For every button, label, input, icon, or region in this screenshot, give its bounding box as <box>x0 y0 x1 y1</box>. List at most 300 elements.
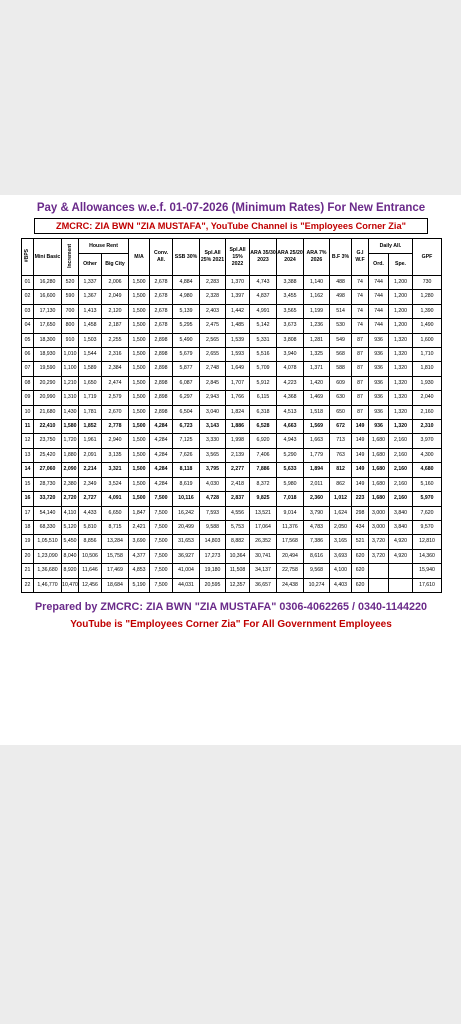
value-cell: 5,810 <box>79 520 102 534</box>
value-cell: 2,310 <box>413 420 442 434</box>
value-cell: 7,386 <box>304 535 330 549</box>
value-cell: 2,006 <box>102 276 129 290</box>
value-cell: 1,320 <box>389 348 413 362</box>
value-cell: 1,500 <box>129 319 150 333</box>
value-cell: 2,160 <box>389 492 413 506</box>
value-cell: 4,991 <box>250 304 277 318</box>
value-cell: 2,837 <box>226 492 250 506</box>
value-cell: 22,410 <box>34 420 62 434</box>
value-cell: 25,420 <box>34 448 62 462</box>
value-cell: 2,049 <box>102 290 129 304</box>
value-cell: 149 <box>352 434 369 448</box>
value-cell: 74 <box>352 304 369 318</box>
value-cell: 10,470 <box>62 578 79 592</box>
value-cell: 2,421 <box>129 520 150 534</box>
value-cell: 2,670 <box>102 405 129 419</box>
value-cell: 298 <box>352 506 369 520</box>
value-cell: 74 <box>352 290 369 304</box>
value-cell: 2,898 <box>150 333 173 347</box>
value-cell: 713 <box>330 434 352 448</box>
value-cell: 19,180 <box>200 564 226 578</box>
value-cell: 11,646 <box>79 564 102 578</box>
value-cell: 74 <box>352 319 369 333</box>
value-cell: 4,884 <box>173 276 200 290</box>
value-cell: 3,795 <box>200 463 226 477</box>
value-cell: 1,310 <box>62 391 79 405</box>
value-cell: 1,200 <box>389 276 413 290</box>
value-cell: 12,456 <box>79 578 102 592</box>
value-cell: 763 <box>330 448 352 462</box>
value-cell: 2,139 <box>226 448 250 462</box>
value-cell: 1,320 <box>389 420 413 434</box>
table-row <box>22 463 442 477</box>
value-cell: 87 <box>352 333 369 347</box>
value-cell: 87 <box>352 348 369 362</box>
value-cell: 3,000 <box>369 506 389 520</box>
value-cell: 223 <box>352 492 369 506</box>
header-other: Other <box>79 254 102 276</box>
value-cell: 1,880 <box>62 448 79 462</box>
value-cell: 6,318 <box>250 405 277 419</box>
value-cell: 5,970 <box>413 492 442 506</box>
value-cell: 936 <box>369 333 389 347</box>
value-cell: 3,388 <box>277 276 304 290</box>
value-cell: 1,320 <box>389 362 413 376</box>
value-cell: 2,579 <box>102 391 129 405</box>
value-cell: 149 <box>352 477 369 491</box>
value-cell: 2,655 <box>200 348 226 362</box>
value-cell: 3,840 <box>389 520 413 534</box>
value-cell: 18,300 <box>34 333 62 347</box>
value-cell: 87 <box>352 405 369 419</box>
value-cell: 1,589 <box>79 362 102 376</box>
value-cell: 1,680 <box>369 434 389 448</box>
top-gray-margin <box>0 0 461 195</box>
pay-table <box>21 238 442 593</box>
value-cell: 5,160 <box>413 477 442 491</box>
value-cell: 744 <box>369 319 389 333</box>
value-cell: 1,852 <box>79 420 102 434</box>
value-cell: 2,360 <box>304 492 330 506</box>
value-cell: 672 <box>330 420 352 434</box>
value-cell: 87 <box>352 391 369 405</box>
header-ma: M/A <box>129 239 150 276</box>
value-cell: 26,352 <box>250 535 277 549</box>
value-cell: 149 <box>352 448 369 462</box>
value-cell: 7,500 <box>150 520 173 534</box>
value-cell: 31,653 <box>173 535 200 549</box>
pay-sheet <box>21 198 441 632</box>
value-cell: 4,513 <box>277 405 304 419</box>
value-cell: 1,199 <box>304 304 330 318</box>
value-cell: 7,125 <box>173 434 200 448</box>
header-conv: Conv. All. <box>150 239 173 276</box>
value-cell: 1,485 <box>226 319 250 333</box>
value-cell: 2,898 <box>150 391 173 405</box>
table-row <box>22 477 442 491</box>
value-cell: 434 <box>352 520 369 534</box>
value-cell: 2,120 <box>102 304 129 318</box>
table-row <box>22 362 442 376</box>
bps-cell: 12 <box>22 434 34 448</box>
value-cell: 8,619 <box>173 477 200 491</box>
table-header <box>22 239 442 276</box>
bps-cell: 15 <box>22 477 34 491</box>
value-cell: 1,886 <box>226 420 250 434</box>
value-cell: 2,160 <box>413 405 442 419</box>
value-cell: 8,715 <box>102 520 129 534</box>
value-cell: 44,031 <box>173 578 200 592</box>
value-cell: 4,680 <box>413 463 442 477</box>
value-cell: 5,877 <box>173 362 200 376</box>
value-cell: 7,500 <box>150 492 173 506</box>
value-cell: 1,503 <box>79 333 102 347</box>
table-row <box>22 319 442 333</box>
table-row <box>22 564 442 578</box>
value-cell: 1,413 <box>79 304 102 318</box>
value-cell: 609 <box>330 376 352 390</box>
value-cell: 2,898 <box>150 348 173 362</box>
value-cell: 1,500 <box>129 448 150 462</box>
channel-banner: ZMCRC: ZIA BWN "ZIA MUSTAFA", YouTube Channel is "Employees Corner Zia" <box>34 218 428 234</box>
value-cell: 24,438 <box>277 578 304 592</box>
bps-cell: 20 <box>22 549 34 563</box>
value-cell: 6,650 <box>102 506 129 520</box>
value-cell: 8,856 <box>79 535 102 549</box>
value-cell: 4,300 <box>413 448 442 462</box>
value-cell: 530 <box>330 319 352 333</box>
value-cell: 1,707 <box>226 376 250 390</box>
value-cell: 1,961 <box>79 434 102 448</box>
value-cell: 9,570 <box>413 520 442 534</box>
value-cell: 5,490 <box>173 333 200 347</box>
value-cell: 5,450 <box>62 535 79 549</box>
value-cell: 3,565 <box>277 304 304 318</box>
value-cell: 17,273 <box>200 549 226 563</box>
header-gi: G.I W.F <box>352 239 369 276</box>
value-cell: 1,720 <box>62 434 79 448</box>
value-cell: 4,284 <box>150 448 173 462</box>
value-cell: 4,368 <box>277 391 304 405</box>
table-row <box>22 506 442 520</box>
value-cell: 3,720 <box>369 549 389 563</box>
value-cell: 1,320 <box>389 405 413 419</box>
value-cell: 1,36,680 <box>34 564 62 578</box>
value-cell: 2,943 <box>200 391 226 405</box>
value-cell: 28,730 <box>34 477 62 491</box>
value-cell: 36,927 <box>173 549 200 563</box>
value-cell: 2,160 <box>389 448 413 462</box>
value-cell: 744 <box>369 304 389 318</box>
value-cell: 2,050 <box>330 520 352 534</box>
value-cell: 520 <box>62 276 79 290</box>
value-cell: 936 <box>369 391 389 405</box>
value-cell: 9,825 <box>250 492 277 506</box>
value-cell: 2,845 <box>200 376 226 390</box>
value-cell: 1,680 <box>369 448 389 462</box>
value-cell: 1,680 <box>369 477 389 491</box>
value-cell: 700 <box>62 304 79 318</box>
value-cell: 5,120 <box>62 520 79 534</box>
value-cell: 2,678 <box>150 319 173 333</box>
value-cell: 4,980 <box>173 290 200 304</box>
value-cell: 3,940 <box>277 348 304 362</box>
value-cell: 14,803 <box>200 535 226 549</box>
value-cell: 1,420 <box>304 376 330 390</box>
value-cell: 2,727 <box>79 492 102 506</box>
value-cell: 1,200 <box>389 319 413 333</box>
value-cell: 11,508 <box>226 564 250 578</box>
table-row <box>22 276 442 290</box>
value-cell: 1,140 <box>304 276 330 290</box>
value-cell: 1,500 <box>129 477 150 491</box>
value-cell: 2,898 <box>150 405 173 419</box>
value-cell: 5,139 <box>173 304 200 318</box>
bps-cell: 14 <box>22 463 34 477</box>
value-cell: 1,46,770 <box>34 578 62 592</box>
value-cell: 1,710 <box>413 348 442 362</box>
table-row <box>22 304 442 318</box>
value-cell: 8,882 <box>226 535 250 549</box>
value-cell: 2,160 <box>389 463 413 477</box>
value-cell: 1,469 <box>304 391 330 405</box>
value-cell: 3,693 <box>330 549 352 563</box>
value-cell: 8,920 <box>62 564 79 578</box>
prepared-by: Prepared by ZMCRC: ZIA BWN "ZIA MUSTAFA" 0306-4062265 / 0340-1144220 <box>34 600 428 613</box>
value-cell: 149 <box>352 463 369 477</box>
bps-cell: 02 <box>22 290 34 304</box>
value-cell: 1,458 <box>79 319 102 333</box>
value-cell: 5,679 <box>173 348 200 362</box>
value-cell: 936 <box>369 420 389 434</box>
value-cell: 1,320 <box>389 376 413 390</box>
value-cell: 910 <box>62 333 79 347</box>
value-cell: 2,384 <box>102 362 129 376</box>
value-cell: 4,284 <box>150 477 173 491</box>
value-cell: 2,160 <box>389 477 413 491</box>
value-cell: 4,284 <box>150 434 173 448</box>
bps-cell: 09 <box>22 391 34 405</box>
value-cell: 74 <box>352 276 369 290</box>
value-cell: 1,680 <box>369 492 389 506</box>
header-bps: #BPS <box>24 248 30 263</box>
value-cell: 2,720 <box>62 492 79 506</box>
value-cell: 36,657 <box>250 578 277 592</box>
value-cell: 862 <box>330 477 352 491</box>
value-cell: 16,242 <box>173 506 200 520</box>
value-cell: 2,380 <box>62 477 79 491</box>
value-cell: 620 <box>352 578 369 592</box>
value-cell: 7,626 <box>173 448 200 462</box>
table-row <box>22 492 442 506</box>
value-cell: 2,091 <box>79 448 102 462</box>
bottom-gray-margin <box>0 745 461 1024</box>
value-cell: 68,330 <box>34 520 62 534</box>
value-cell: 4,403 <box>330 578 352 592</box>
value-cell: 3,524 <box>102 477 129 491</box>
value-cell: 17,130 <box>34 304 62 318</box>
value-cell: 3,970 <box>413 434 442 448</box>
header-spl-2022: Spl.All 15% 2022 <box>226 239 250 276</box>
value-cell: 936 <box>369 362 389 376</box>
value-cell: 1,766 <box>226 391 250 405</box>
value-cell: 1,280 <box>413 290 442 304</box>
value-cell: 10,116 <box>173 492 200 506</box>
header-ara-2024: ARA 25/20 2024 <box>277 239 304 276</box>
table-row <box>22 420 442 434</box>
value-cell: 1,500 <box>129 348 150 362</box>
value-cell: 6,723 <box>173 420 200 434</box>
value-cell: 12,810 <box>413 535 442 549</box>
value-cell: 1,05,510 <box>34 535 62 549</box>
value-cell: 11,376 <box>277 520 304 534</box>
header-ord: Ord. <box>369 254 389 276</box>
value-cell: 1,500 <box>129 420 150 434</box>
value-cell: 1,518 <box>304 405 330 419</box>
table-row <box>22 448 442 462</box>
value-cell: 1,500 <box>129 376 150 390</box>
value-cell: 4,223 <box>277 376 304 390</box>
value-cell: 1,624 <box>330 506 352 520</box>
value-cell: 3,720 <box>369 535 389 549</box>
value-cell: 10,506 <box>79 549 102 563</box>
value-cell: 2,898 <box>150 376 173 390</box>
value-cell: 5,331 <box>250 333 277 347</box>
value-cell: 21,680 <box>34 405 62 419</box>
value-cell: 3,690 <box>129 535 150 549</box>
value-cell: 17,568 <box>277 535 304 549</box>
value-cell: 18,930 <box>34 348 62 362</box>
value-cell: 3,808 <box>277 333 304 347</box>
value-cell: 2,474 <box>102 376 129 390</box>
value-cell: 4,433 <box>79 506 102 520</box>
bps-cell: 19 <box>22 535 34 549</box>
value-cell: 17,610 <box>413 578 442 592</box>
value-cell: 19,590 <box>34 362 62 376</box>
value-cell: 4,783 <box>304 520 330 534</box>
value-cell: 2,214 <box>79 463 102 477</box>
value-cell: 3,455 <box>277 290 304 304</box>
value-cell: 1,500 <box>129 463 150 477</box>
value-cell: 5,633 <box>277 463 304 477</box>
value-cell <box>389 564 413 578</box>
table-row <box>22 520 442 534</box>
value-cell: 27,060 <box>34 463 62 477</box>
value-cell: 498 <box>330 290 352 304</box>
bps-cell: 06 <box>22 348 34 362</box>
value-cell: 7,500 <box>150 535 173 549</box>
value-cell: 18,684 <box>102 578 129 592</box>
value-cell: 54,140 <box>34 506 62 520</box>
value-cell: 1,600 <box>413 333 442 347</box>
value-cell <box>389 578 413 592</box>
value-cell: 7,886 <box>250 463 277 477</box>
value-cell: 4,663 <box>277 420 304 434</box>
value-cell: 5,290 <box>277 448 304 462</box>
value-cell: 1,367 <box>79 290 102 304</box>
value-cell: 4,943 <box>277 434 304 448</box>
value-cell: 1,500 <box>129 362 150 376</box>
value-cell: 1,998 <box>226 434 250 448</box>
bps-cell: 01 <box>22 276 34 290</box>
bps-cell: 05 <box>22 333 34 347</box>
value-cell: 1,500 <box>129 333 150 347</box>
table-row <box>22 578 442 592</box>
value-cell: 1,569 <box>304 420 330 434</box>
value-cell: 3,040 <box>200 405 226 419</box>
value-cell: 87 <box>352 376 369 390</box>
bps-cell: 22 <box>22 578 34 592</box>
value-cell: 620 <box>352 564 369 578</box>
value-cell: 1,894 <box>304 463 330 477</box>
value-cell: 14,360 <box>413 549 442 563</box>
value-cell: 10,274 <box>304 578 330 592</box>
value-cell: 4,920 <box>389 549 413 563</box>
value-cell: 1,847 <box>129 506 150 520</box>
value-cell: 7,500 <box>150 564 173 578</box>
value-cell: 5,753 <box>226 520 250 534</box>
value-cell: 5,709 <box>250 362 277 376</box>
value-cell: 936 <box>369 376 389 390</box>
value-cell: 1,719 <box>79 391 102 405</box>
value-cell: 15,940 <box>413 564 442 578</box>
value-cell: 3,330 <box>200 434 226 448</box>
value-cell: 5,295 <box>173 319 200 333</box>
table-row <box>22 434 442 448</box>
value-cell: 2,187 <box>102 319 129 333</box>
value-cell: 1,663 <box>304 434 330 448</box>
youtube-note: YouTube is "Employees Corner Zia" For All Government Employees <box>70 618 392 630</box>
bps-cell: 11 <box>22 420 34 434</box>
header-gpf: GPF <box>413 239 442 276</box>
table-row <box>22 535 442 549</box>
value-cell: 630 <box>330 391 352 405</box>
value-cell: 3,165 <box>330 535 352 549</box>
value-cell: 588 <box>330 362 352 376</box>
table-row <box>22 391 442 405</box>
value-cell: 1,23,090 <box>34 549 62 563</box>
value-cell: 20,290 <box>34 376 62 390</box>
value-cell: 744 <box>369 290 389 304</box>
header-big-city: Big City <box>102 254 129 276</box>
value-cell: 30,741 <box>250 549 277 563</box>
value-cell: 7,406 <box>250 448 277 462</box>
value-cell: 2,418 <box>226 477 250 491</box>
bps-cell: 10 <box>22 405 34 419</box>
value-cell: 4,920 <box>389 535 413 549</box>
value-cell: 568 <box>330 348 352 362</box>
value-cell: 149 <box>352 420 369 434</box>
value-cell: 1,593 <box>226 348 250 362</box>
value-cell: 4,091 <box>102 492 129 506</box>
value-cell: 936 <box>369 405 389 419</box>
value-cell: 20,595 <box>200 578 226 592</box>
value-cell: 1,370 <box>226 276 250 290</box>
value-cell: 17,064 <box>250 520 277 534</box>
value-cell: 12,357 <box>226 578 250 592</box>
value-cell: 549 <box>330 333 352 347</box>
value-cell: 2,898 <box>150 362 173 376</box>
value-cell: 521 <box>352 535 369 549</box>
table-row <box>22 549 442 563</box>
value-cell: 87 <box>352 362 369 376</box>
value-cell: 1,930 <box>413 376 442 390</box>
sheet-title: Pay & Allowances w.e.f. 01-07-2026 (Minimum Rates) For New Entrance <box>36 202 426 214</box>
value-cell: 16,280 <box>34 276 62 290</box>
value-cell: 4,030 <box>200 477 226 491</box>
value-cell: 2,678 <box>150 276 173 290</box>
value-cell: 4,110 <box>62 506 79 520</box>
